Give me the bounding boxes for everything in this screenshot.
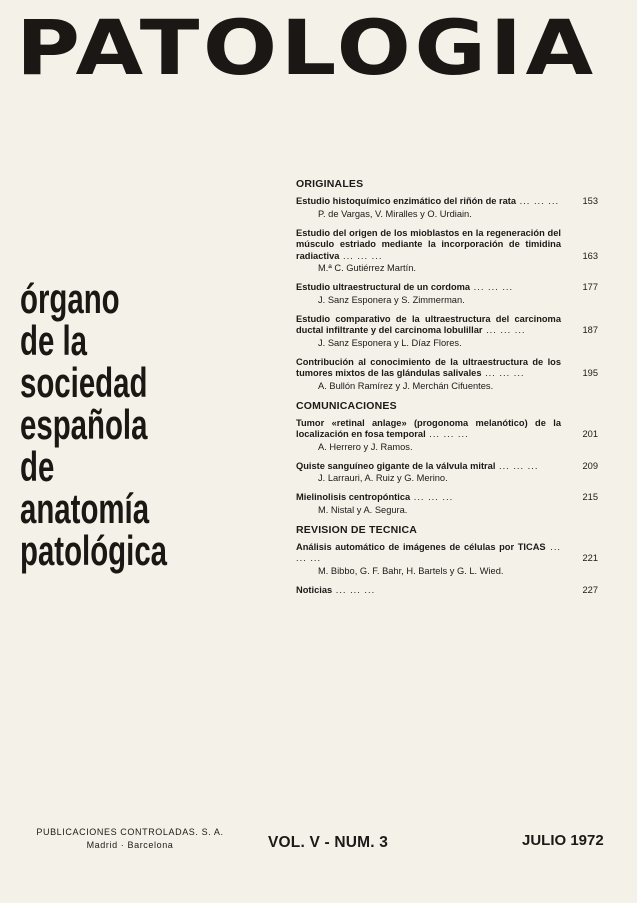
entry-authors: A. Herrero y J. Ramos. — [318, 441, 413, 452]
entry-authors: M. Nistal y A. Segura. — [318, 504, 408, 515]
toc-entry — [296, 196, 598, 220]
page-number: 209 — [582, 460, 598, 471]
page-number: 195 — [582, 367, 598, 378]
entry-authors: J. Larrauri, A. Ruiz y G. Merino. — [318, 473, 448, 483]
entry-title: Noticias — [296, 584, 333, 595]
tagline-line: de — [20, 443, 55, 490]
toc-entry — [296, 418, 598, 453]
volume-number: VOL. V - NUM. 3 — [268, 834, 389, 851]
entry-title-line — [296, 196, 561, 208]
entry-authors: M. Bibbo, G. F. Bahr, H. Bartels y G. L. Wied. — [318, 565, 504, 576]
entry-title: Estudio del origen de los mioblastos en la regeneración del músculo estriado mediante la incorporación de timidina radiactiva — [296, 227, 561, 261]
toc-section — [296, 524, 598, 597]
leader-dots: ... ... ... — [495, 460, 539, 471]
entry-authors: P. de Vargas, V. Miralles y O. Urdiain. — [318, 208, 472, 219]
leader-dots: ... ... ... — [470, 282, 514, 292]
entry-title: Estudio ultraestructural de un cordoma — [296, 282, 471, 292]
entry-title: Contribución al conocimiento de la ultraestructura de los tumores mixtos de las glándulas salivales — [296, 356, 561, 378]
page-number: 221 — [582, 552, 598, 563]
table-of-contents — [296, 178, 598, 604]
journal-title: PATOLOGIA — [16, 3, 597, 92]
entry-title: Quiste sanguíneo gigante de la válvula mitral — [296, 460, 496, 471]
entry-title: Tumor «retinal anlage» (progonoma melanótico) de la localización en fosa temporal — [296, 417, 561, 439]
toc-entry — [296, 357, 598, 392]
leader-dots: ... ... ... — [482, 325, 526, 335]
leader-dots: ... ... ... — [410, 492, 454, 502]
publisher — [20, 826, 240, 852]
toc-entry — [296, 492, 598, 516]
page-number: 187 — [582, 324, 598, 335]
entry-title-line — [296, 357, 561, 380]
tagline-line: órgano — [20, 275, 120, 322]
leader-dots: ... ... ... — [425, 429, 469, 439]
entry-authors: J. Sanz Esponera y L. Díaz Flores. — [318, 337, 462, 348]
tagline-line: patológica — [20, 527, 168, 574]
entry-title-line — [296, 461, 561, 473]
toc-entry — [296, 282, 598, 306]
tagline-line: española — [20, 401, 148, 448]
entry-authors: A. Bullón Ramírez y J. Merchán Cifuentes. — [318, 380, 494, 391]
entry-title: Estudio comparativo de la ultraestructura del carcinoma ductal infiltrante y del carcinoma lobulillar — [296, 313, 561, 335]
section-heading: REVISION DE TECNICA — [296, 523, 418, 536]
page-number: 153 — [582, 196, 598, 206]
leader-dots: ... ... ... — [332, 584, 376, 595]
entry-title-line — [296, 228, 561, 263]
publisher-cities: Madrid · Barcelona — [86, 840, 174, 850]
tagline-line: de la — [20, 317, 88, 364]
entry-title: Mielinolisis centropóntica — [296, 492, 411, 502]
toc-entry — [296, 228, 598, 275]
entry-title-line — [296, 418, 561, 441]
leader-dots: ... ... ... — [516, 196, 560, 206]
tagline-line: anatomía — [20, 485, 150, 532]
toc-entry — [296, 542, 598, 577]
toc-entry — [296, 314, 598, 349]
leader-dots: ... ... ... — [296, 541, 561, 563]
page-number: 227 — [582, 584, 598, 595]
entry-title: Análisis automático de imágenes de células por TICAS — [296, 541, 546, 552]
tagline-line: sociedad — [20, 359, 148, 406]
leader-dots: ... ... ... — [481, 368, 525, 378]
entry-title-line — [296, 542, 561, 565]
entry-title-line — [296, 585, 561, 597]
toc-section — [296, 400, 598, 516]
section-heading: ORIGINALES — [296, 178, 364, 190]
entry-title-line — [296, 282, 561, 294]
issue-date: JULIO 1972 — [522, 832, 604, 849]
toc-entry — [296, 585, 598, 597]
entry-title: Estudio histoquímico enzimático del riñón de rata — [296, 196, 517, 206]
toc-section — [296, 178, 598, 392]
section-heading: COMUNICACIONES — [296, 399, 397, 412]
tagline — [20, 275, 210, 574]
leader-dots: ... ... ... — [339, 250, 383, 261]
entry-authors: M.ª C. Gutiérrez Martín. — [318, 263, 416, 273]
page-number: 215 — [582, 492, 598, 502]
page-number: 163 — [582, 250, 598, 261]
toc-entry — [296, 461, 598, 485]
entry-title-line — [296, 314, 561, 337]
entry-title-line — [296, 492, 561, 504]
entry-authors: J. Sanz Esponera y S. Zimmerman. — [318, 294, 465, 305]
publisher-name: PUBLICACIONES CONTROLADAS. S. A. — [36, 827, 224, 837]
page-number: 201 — [582, 428, 598, 439]
page-number: 177 — [582, 282, 598, 292]
